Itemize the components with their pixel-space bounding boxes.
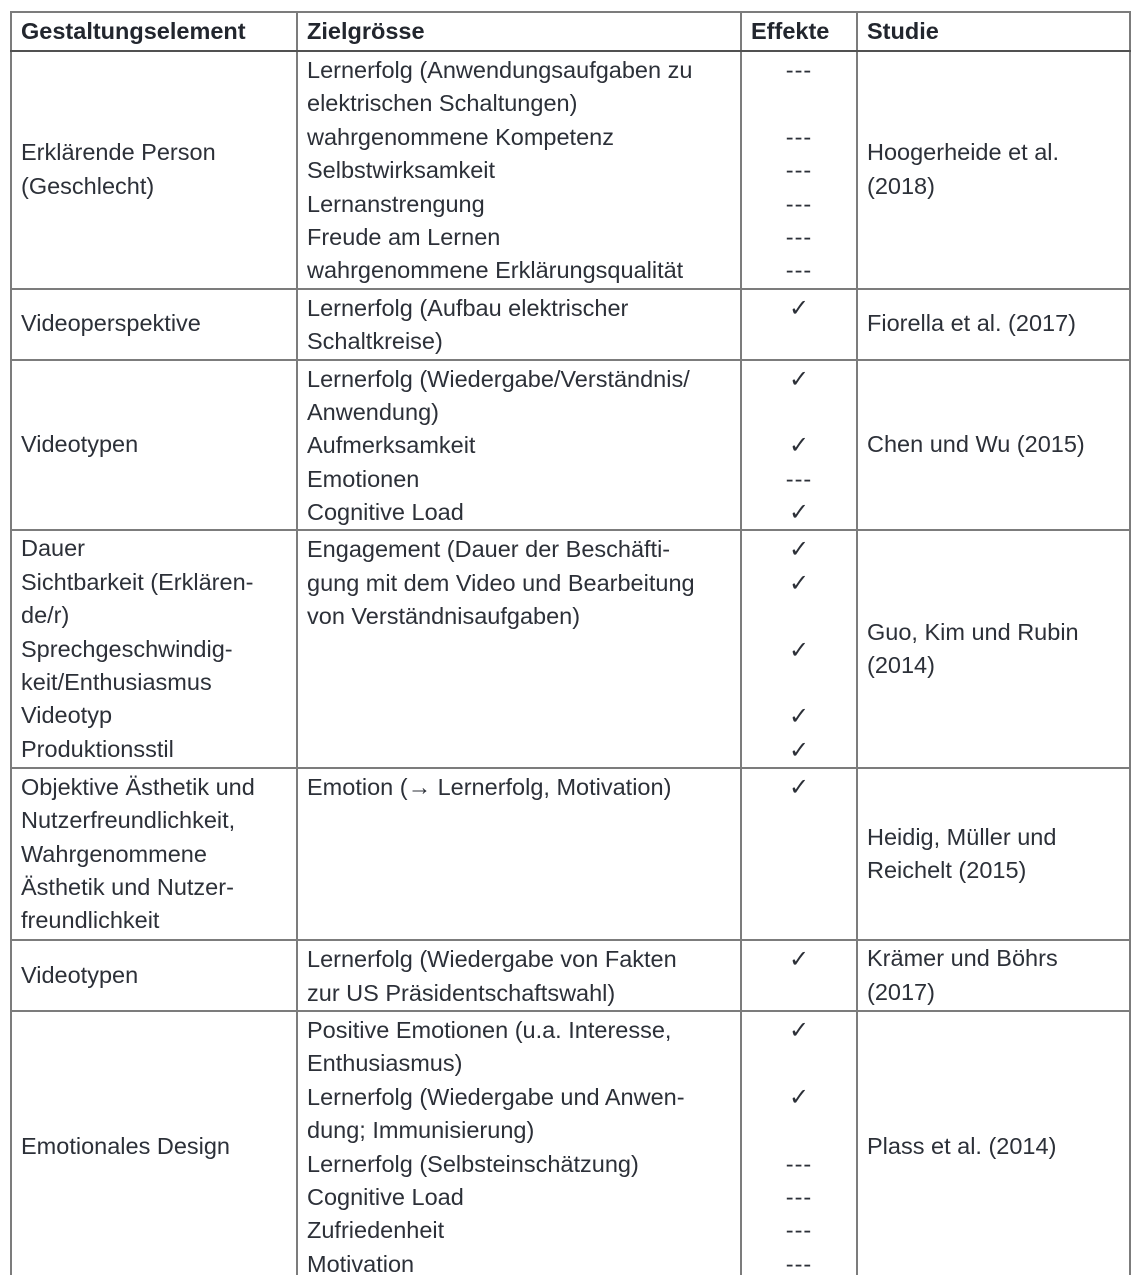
empty-mark [751, 977, 847, 1010]
no-effect-mark: --- [785, 190, 813, 217]
check-mark: ✓ [788, 1015, 810, 1044]
no-effect-mark: --- [785, 57, 813, 83]
text-line: Lernanstrengung [307, 190, 485, 217]
no-effect-mark: --- [785, 1183, 813, 1210]
text-line: Wahrgenommene [21, 840, 207, 867]
gestaltungselement-cell [11, 289, 297, 360]
text-line: Enthusiasmus) [307, 1050, 463, 1077]
studie-cell [857, 289, 1130, 360]
check-mark: ✓ [788, 568, 810, 597]
check-mark: ✓ [788, 635, 810, 664]
text-line: Videotypen [21, 431, 139, 458]
text-line: Anwendung) [307, 398, 439, 425]
col-header-effekte: Effekte [741, 12, 857, 51]
text-line: Lernerfolg (Wiedergabe und Anwen- [307, 1083, 685, 1110]
zielgroesse-cell [297, 289, 741, 360]
studie-cell [857, 940, 1130, 1011]
gestaltungselement-cell [11, 940, 297, 1011]
text-line: zur US Präsidentschaftswahl) [307, 979, 616, 1006]
text-line: Chen und Wu (2015) [867, 431, 1085, 458]
empty-mark [751, 87, 847, 120]
gestaltungselement-cell [11, 768, 297, 940]
text-line: Reichelt (2015) [867, 857, 1027, 884]
empty-mark [751, 1047, 847, 1080]
text-line: Krämer und Böhrs [867, 945, 1058, 972]
text-line: Lernerfolg (Wiedergabe/Verständnis/ [307, 365, 690, 392]
text-line: (2017) [867, 978, 935, 1005]
text-line: wahrgenommene Erklärungsqualität [307, 257, 684, 284]
text-line: dung; Immunisierung) [307, 1117, 535, 1144]
text-line: Positive Emotionen (u.a. Interesse, [307, 1016, 672, 1043]
table-row [11, 530, 1130, 768]
text-line: von Verständnisaufgaben) [307, 603, 581, 630]
no-effect-mark: --- [785, 1217, 813, 1244]
col-header-studie: Studie [857, 12, 1130, 51]
empty-mark [751, 396, 847, 429]
check-mark: ✓ [788, 1082, 810, 1111]
check-mark: ✓ [788, 293, 810, 322]
zielgroesse-cell [297, 940, 741, 1011]
empty-mark [751, 1114, 847, 1147]
text-line: Objektive Ästhetik und [21, 773, 255, 800]
zielgroesse-cell [297, 51, 741, 289]
no-effect-mark: --- [785, 1150, 813, 1177]
no-effect-mark: --- [785, 157, 813, 184]
check-mark: ✓ [788, 535, 810, 564]
empty-mark [751, 325, 847, 358]
text-line: Hoogerheide et al. [867, 139, 1060, 166]
text-line: Schaltkreise) [307, 328, 443, 355]
col-header-zielgroesse: Zielgrösse [297, 12, 741, 51]
text-line: Motivation [307, 1250, 415, 1275]
table-row [11, 289, 1130, 360]
empty-mark [751, 600, 847, 633]
effekte-cell [741, 768, 857, 940]
studie-cell [857, 360, 1130, 531]
text-line: gung mit dem Video und Bearbeitung [307, 569, 695, 596]
table-header [11, 12, 1130, 51]
table-row [11, 1011, 1130, 1275]
text-line: Sprechgeschwindig- [21, 635, 233, 662]
gestaltungselement-cell [11, 51, 297, 289]
no-effect-mark: --- [785, 465, 813, 492]
text-line: Emotion (→ Lernerfolg, Motivation) [307, 774, 672, 801]
check-mark: ✓ [788, 702, 810, 731]
effekte-cell [741, 1011, 857, 1275]
text-line: Emotionen [307, 465, 420, 492]
text-line: (Geschlecht) [21, 172, 155, 199]
text-line: Erklärende Person [21, 139, 216, 166]
text-line: Cognitive Load [307, 1183, 464, 1210]
text-line: Produktionsstil [21, 735, 174, 762]
text-line: keit/Enthusiasmus [21, 669, 212, 696]
gestaltungselement-cell [11, 1011, 297, 1275]
text-line: Lernerfolg (Anwendungsaufgaben zu [307, 57, 693, 83]
zielgroesse-cell [297, 530, 741, 768]
text-line: Ästhetik und Nutzer- [21, 873, 234, 900]
text-line: Lernerfolg (Wiedergabe von Fakten [307, 946, 677, 973]
studie-cell [857, 51, 1130, 289]
text-line: Cognitive Load [307, 499, 464, 526]
effekte-cell [741, 51, 857, 289]
text-line: Dauer [21, 535, 86, 562]
check-mark: ✓ [788, 431, 810, 460]
zielgroesse-cell [297, 768, 741, 940]
table-body [11, 51, 1130, 1275]
check-mark: ✓ [788, 773, 810, 802]
zielgroesse-cell [297, 360, 741, 531]
text-line: freundlichkeit [21, 907, 160, 934]
no-effect-mark: --- [785, 1250, 813, 1275]
text-line: Engagement (Dauer der Beschäfti- [307, 536, 671, 563]
check-mark: ✓ [788, 364, 810, 393]
gestaltungselement-cell [11, 360, 297, 531]
text-line: de/r) [21, 602, 70, 629]
text-line: Lernerfolg (Aufbau elektrischer [307, 294, 629, 321]
text-line: Emotionales Design [21, 1132, 230, 1159]
text-line: Plass et al. (2014) [867, 1132, 1057, 1159]
text-line: Aufmerksamkeit [307, 432, 476, 459]
text-line: Videotyp [21, 702, 113, 729]
table-row [11, 360, 1130, 531]
text-line: Nutzerfreundlichkeit, [21, 807, 236, 834]
studie-cell [857, 530, 1130, 768]
text-line: Fiorella et al. (2017) [867, 310, 1076, 337]
check-mark: ✓ [788, 498, 810, 527]
text-line: (2014) [867, 652, 935, 679]
check-mark: ✓ [788, 945, 810, 974]
gestaltungselement-cell [11, 530, 297, 768]
studie-cell [857, 1011, 1130, 1275]
video-design-effects-table [10, 11, 1131, 1275]
studie-cell [857, 768, 1130, 940]
text-line: Freude am Lernen [307, 223, 501, 250]
table-row [11, 51, 1130, 289]
text-line: Lernerfolg (Selbsteinschätzung) [307, 1150, 639, 1177]
header-row [11, 12, 1130, 51]
no-effect-mark: --- [785, 257, 813, 284]
table-row [11, 940, 1130, 1011]
no-effect-mark: --- [785, 223, 813, 250]
text-line: Selbstwirksamkeit [307, 157, 496, 184]
effekte-cell [741, 530, 857, 768]
no-effect-mark: --- [785, 123, 813, 150]
text-line: wahrgenommene Kompetenz [307, 123, 614, 150]
effekte-cell [741, 360, 857, 531]
text-line: Videoperspektive [21, 310, 201, 337]
empty-mark [751, 667, 847, 700]
text-line: Zufriedenheit [307, 1217, 445, 1244]
text-line: (2018) [867, 172, 935, 199]
text-line: Heidig, Müller und [867, 823, 1057, 850]
text-line: Videotypen [21, 961, 139, 988]
check-mark: ✓ [788, 735, 810, 764]
col-header-gestaltungselement: Gestaltungselement [11, 12, 297, 51]
table-row [11, 768, 1130, 940]
text-line: elektrischen Schaltungen) [307, 90, 578, 117]
effekte-cell [741, 940, 857, 1011]
zielgroesse-cell [297, 1011, 741, 1275]
text-line: Sichtbarkeit (Erklären- [21, 568, 254, 595]
effekte-cell [741, 289, 857, 360]
text-line: Guo, Kim und Rubin [867, 618, 1079, 645]
